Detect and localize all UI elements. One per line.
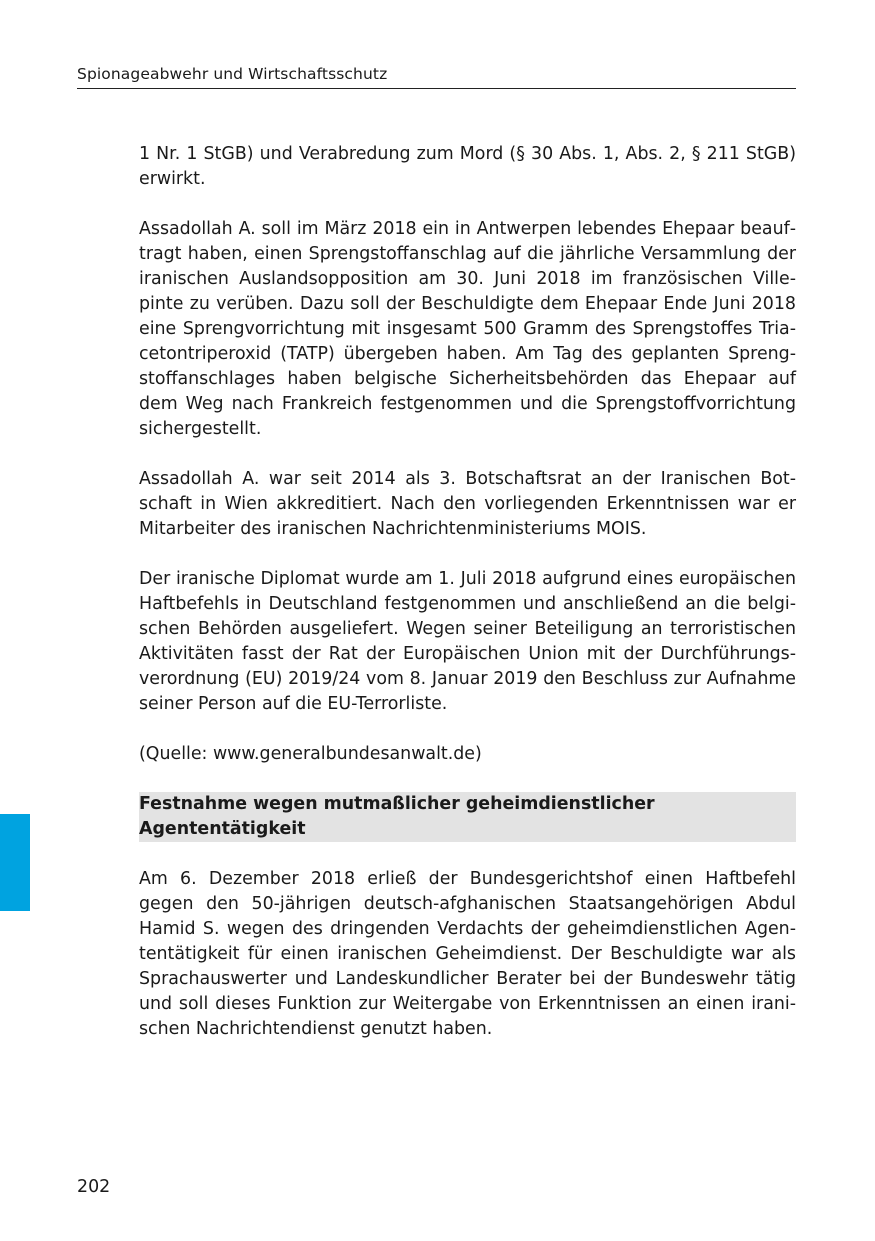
- section-heading: Festnahme wegen mutmaßlicher geheimdienstlicher Agententätigkeit: [139, 792, 796, 842]
- paragraph-assadollah-plot: Assadollah A. soll im März 2018 ein in Antwerpen lebendes Ehepaar beauftragt haben, einen Sprengstoffanschlag auf die jährliche Versammlung der iranischen Auslandsopposition am 30. Juni 2018 im französischen Villepinte zu verüben. Dazu soll der Beschuldigte dem Ehepaar Ende Juni 2018 eine Sprengvorrichtung mit insgesamt 500 Gramm des Sprengstoffes Triacetontriperoxid (TATP) übergeben haben. Am Tag des geplanten Sprengstoffanschlages haben belgische Sicherheitsbehörden das Ehepaar auf dem Weg nach Frankreich festgenommen und die Sprengstoffvorrichtung sichergestellt.: [139, 219, 796, 439]
- source-citation: (Quelle: www.generalbundesanwalt.de): [139, 744, 482, 764]
- chapter-tab-marker: [0, 814, 30, 911]
- paragraph-abdul-hamid: Am 6. Dezember 2018 erließ der Bundesgerichtshof einen Haftbefehl gegen den 50-jährigen deutsch-afghanischen Staatsangehörigen Abdul Hamid S. wegen des dringenden Verdachts der geheimdienstlichen Agententätigkeit für einen iranischen Geheimdienst. Der Beschuldigte war als Sprachauswerter und Landeskundlicher Berater bei der Bundeswehr tätig und soll dieses Funktion zur Weitergabe von Erkenntnissen an einen iranischen Nachrichtendienst genutzt haben.: [139, 869, 796, 1039]
- running-header: Spionageabwehr und Wirtschaftsschutz: [77, 64, 796, 89]
- page-number: 202: [77, 1177, 111, 1197]
- paragraph-continuation: 1 Nr. 1 StGB) und Verabredung zum Mord (§ 30 Abs. 1, Abs. 2, § 211 StGB) erwirkt.: [139, 144, 796, 189]
- paragraph-assadollah-diplomat: Assadollah A. war seit 2014 als 3. Botschaftsrat an der Iranischen Botschaft in Wien akkreditiert. Nach den vorliegenden Erkenntnissen war er Mitarbeiter des iranischen Nachrichtenministeriums MOIS.: [139, 469, 796, 539]
- page-body: [139, 142, 796, 1067]
- section-heading-wrap: [139, 792, 796, 842]
- paragraph-arrest-extradition: Der iranische Diplomat wurde am 1. Juli 2018 aufgrund eines europäischen Haftbefehls in Deutschland festgenommen und anschließend an die belgischen Behörden ausgeliefert. Wegen seiner Beteiligung an terroristischen Aktivitäten fasst der Rat der Europäischen Union mit der Durchführungsverordnung (EU) 2019/24 vom 8. Januar 2019 den Beschluss zur Aufnahme seiner Person auf die EU-Terrorliste.: [139, 569, 796, 714]
